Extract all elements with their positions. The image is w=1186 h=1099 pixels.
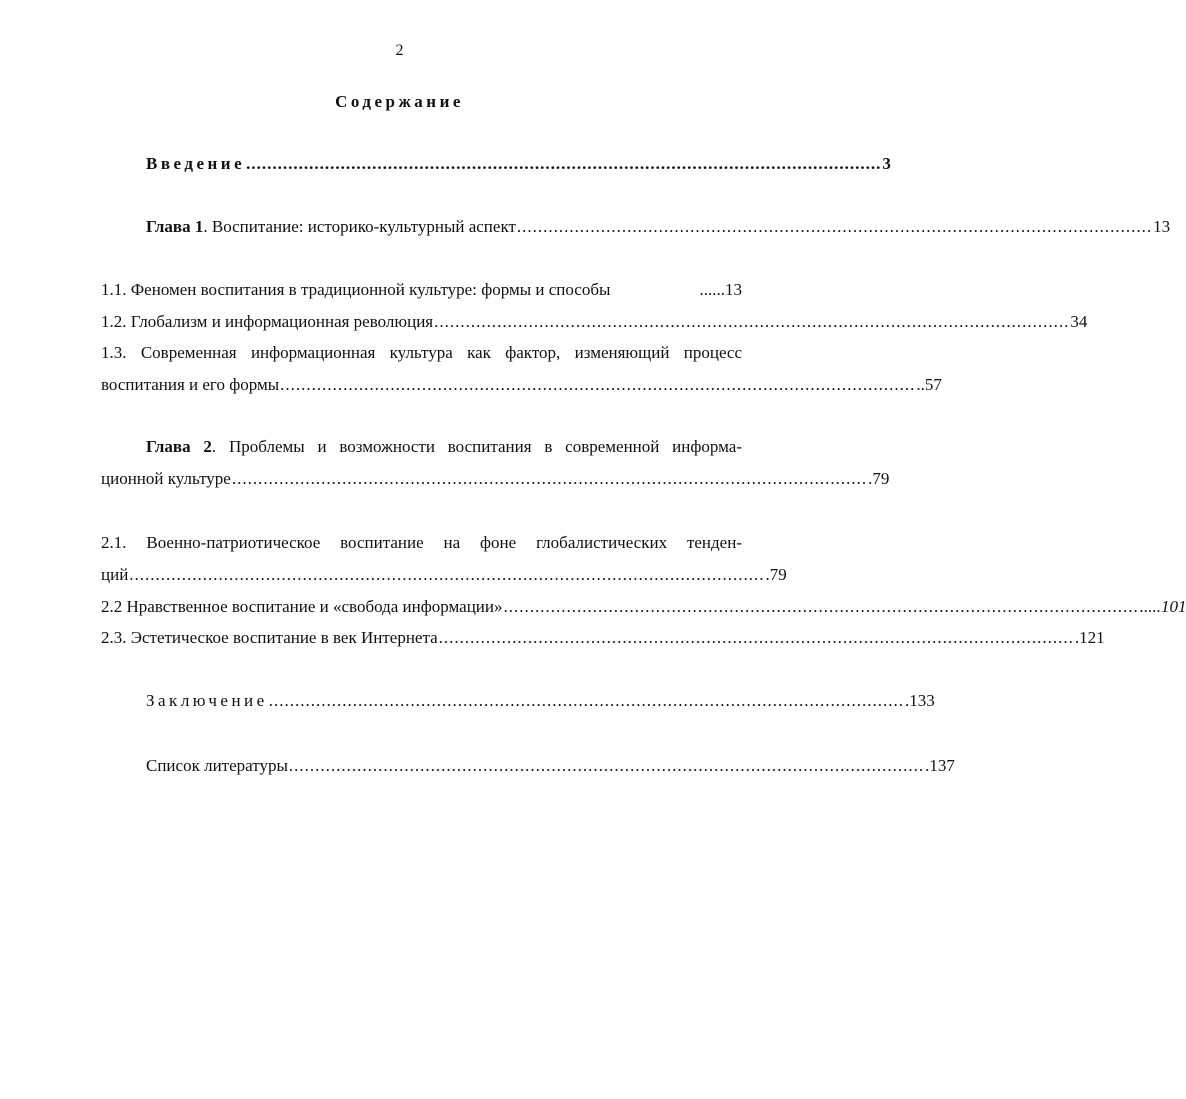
chapter-2-page: .79 bbox=[868, 469, 890, 488]
toc-entry-chapter-1[interactable] bbox=[146, 217, 1171, 237]
leader-dots: ......................................................................................................................... bbox=[129, 565, 765, 584]
section-2-3-title: 2.3. Эстетическое воспитание в век Интернета bbox=[101, 628, 438, 647]
leader-dots: ......................................................................................................................... bbox=[438, 628, 1074, 647]
chapter-1-rest: . Воспитание: историко-культурный аспект bbox=[203, 217, 516, 236]
bibliography-page: .137 bbox=[925, 756, 955, 775]
page-number: 2 bbox=[395, 42, 404, 59]
section-2-1-title-line1[interactable]: 2.1. Военно-патриотическое воспитание на фоне глобалистических тенден- bbox=[101, 533, 742, 552]
leader-dots: ......................................................................................................................... bbox=[280, 375, 916, 394]
conclusion-page: .133 bbox=[904, 691, 935, 710]
toc-entry-1-2[interactable] bbox=[101, 312, 1088, 332]
toc-entry-intro[interactable] bbox=[146, 154, 891, 174]
toc-entry-2-2[interactable] bbox=[101, 597, 1186, 617]
leader-dots: ......................................................................................................................... bbox=[434, 312, 1070, 331]
intro-page: 3 bbox=[882, 154, 891, 173]
chapter-1-title bbox=[146, 217, 516, 237]
toc-entry-chapter-2[interactable] bbox=[101, 469, 890, 489]
bibliography-label: Список литературы bbox=[146, 756, 288, 775]
leader-dots: ......................................................................................................................... bbox=[288, 756, 925, 775]
section-1-1-title: 1.1. Феномен воспитания в традиционной культуре: формы и способы bbox=[101, 280, 611, 299]
section-2-2-title: 2.2 Нравственное воспитание и «свобода информации» bbox=[101, 597, 503, 616]
toc-entry-bibliography[interactable] bbox=[146, 756, 955, 776]
toc-entry-2-1[interactable] bbox=[101, 565, 787, 585]
leader-dots: ......................................................................................................................... bbox=[268, 691, 904, 710]
toc-entry-conclusion[interactable] bbox=[146, 691, 935, 711]
chapter-2-rest-line1: . Проблемы и возможности воспитания в современной информа- bbox=[211, 437, 742, 456]
section-2-3-page: .121 bbox=[1074, 628, 1105, 647]
toc-entry-1-1[interactable] bbox=[101, 280, 742, 300]
toc-title: Содержание bbox=[335, 92, 464, 111]
toc-entry-2-3[interactable] bbox=[101, 628, 1105, 648]
chapter-1-heading: Глава 1 bbox=[146, 217, 204, 236]
chapter-1-page: 13 bbox=[1153, 217, 1171, 236]
intro-label: Введение bbox=[146, 154, 246, 173]
chapter-2-heading: Глава 2 bbox=[146, 437, 212, 456]
leader-dots: ......................................................................................................................... bbox=[516, 217, 1153, 236]
leader-dots: ......................................................................................................................... bbox=[503, 597, 1139, 616]
section-1-3-title-line2: воспитания и его формы bbox=[101, 375, 280, 394]
chapter-2-title-line2: ционной культуре bbox=[101, 469, 231, 488]
section-1-1-page: ......13 bbox=[699, 280, 742, 299]
section-2-1-title-line2: ций bbox=[101, 565, 129, 584]
section-1-2-page: 34 bbox=[1070, 312, 1088, 331]
chapter-2-title-line1[interactable] bbox=[146, 437, 742, 457]
conclusion-label: Заключение bbox=[146, 691, 268, 710]
section-2-1-page: .79 bbox=[765, 565, 787, 584]
section-2-2-page: .....101 bbox=[1139, 597, 1186, 616]
leader-dots: ......................................................................................................................... bbox=[231, 469, 868, 488]
leader-dots: ......................................................................................................................... bbox=[246, 154, 882, 173]
section-1-3-title-line1[interactable]: 1.3. Современная информационная культура как фактор, изменяющий процесс bbox=[101, 343, 742, 362]
section-1-2-title: 1.2. Глобализм и информационная революция bbox=[101, 312, 434, 331]
toc-entry-1-3[interactable] bbox=[101, 375, 942, 395]
section-1-3-page: ..57 bbox=[916, 375, 942, 394]
